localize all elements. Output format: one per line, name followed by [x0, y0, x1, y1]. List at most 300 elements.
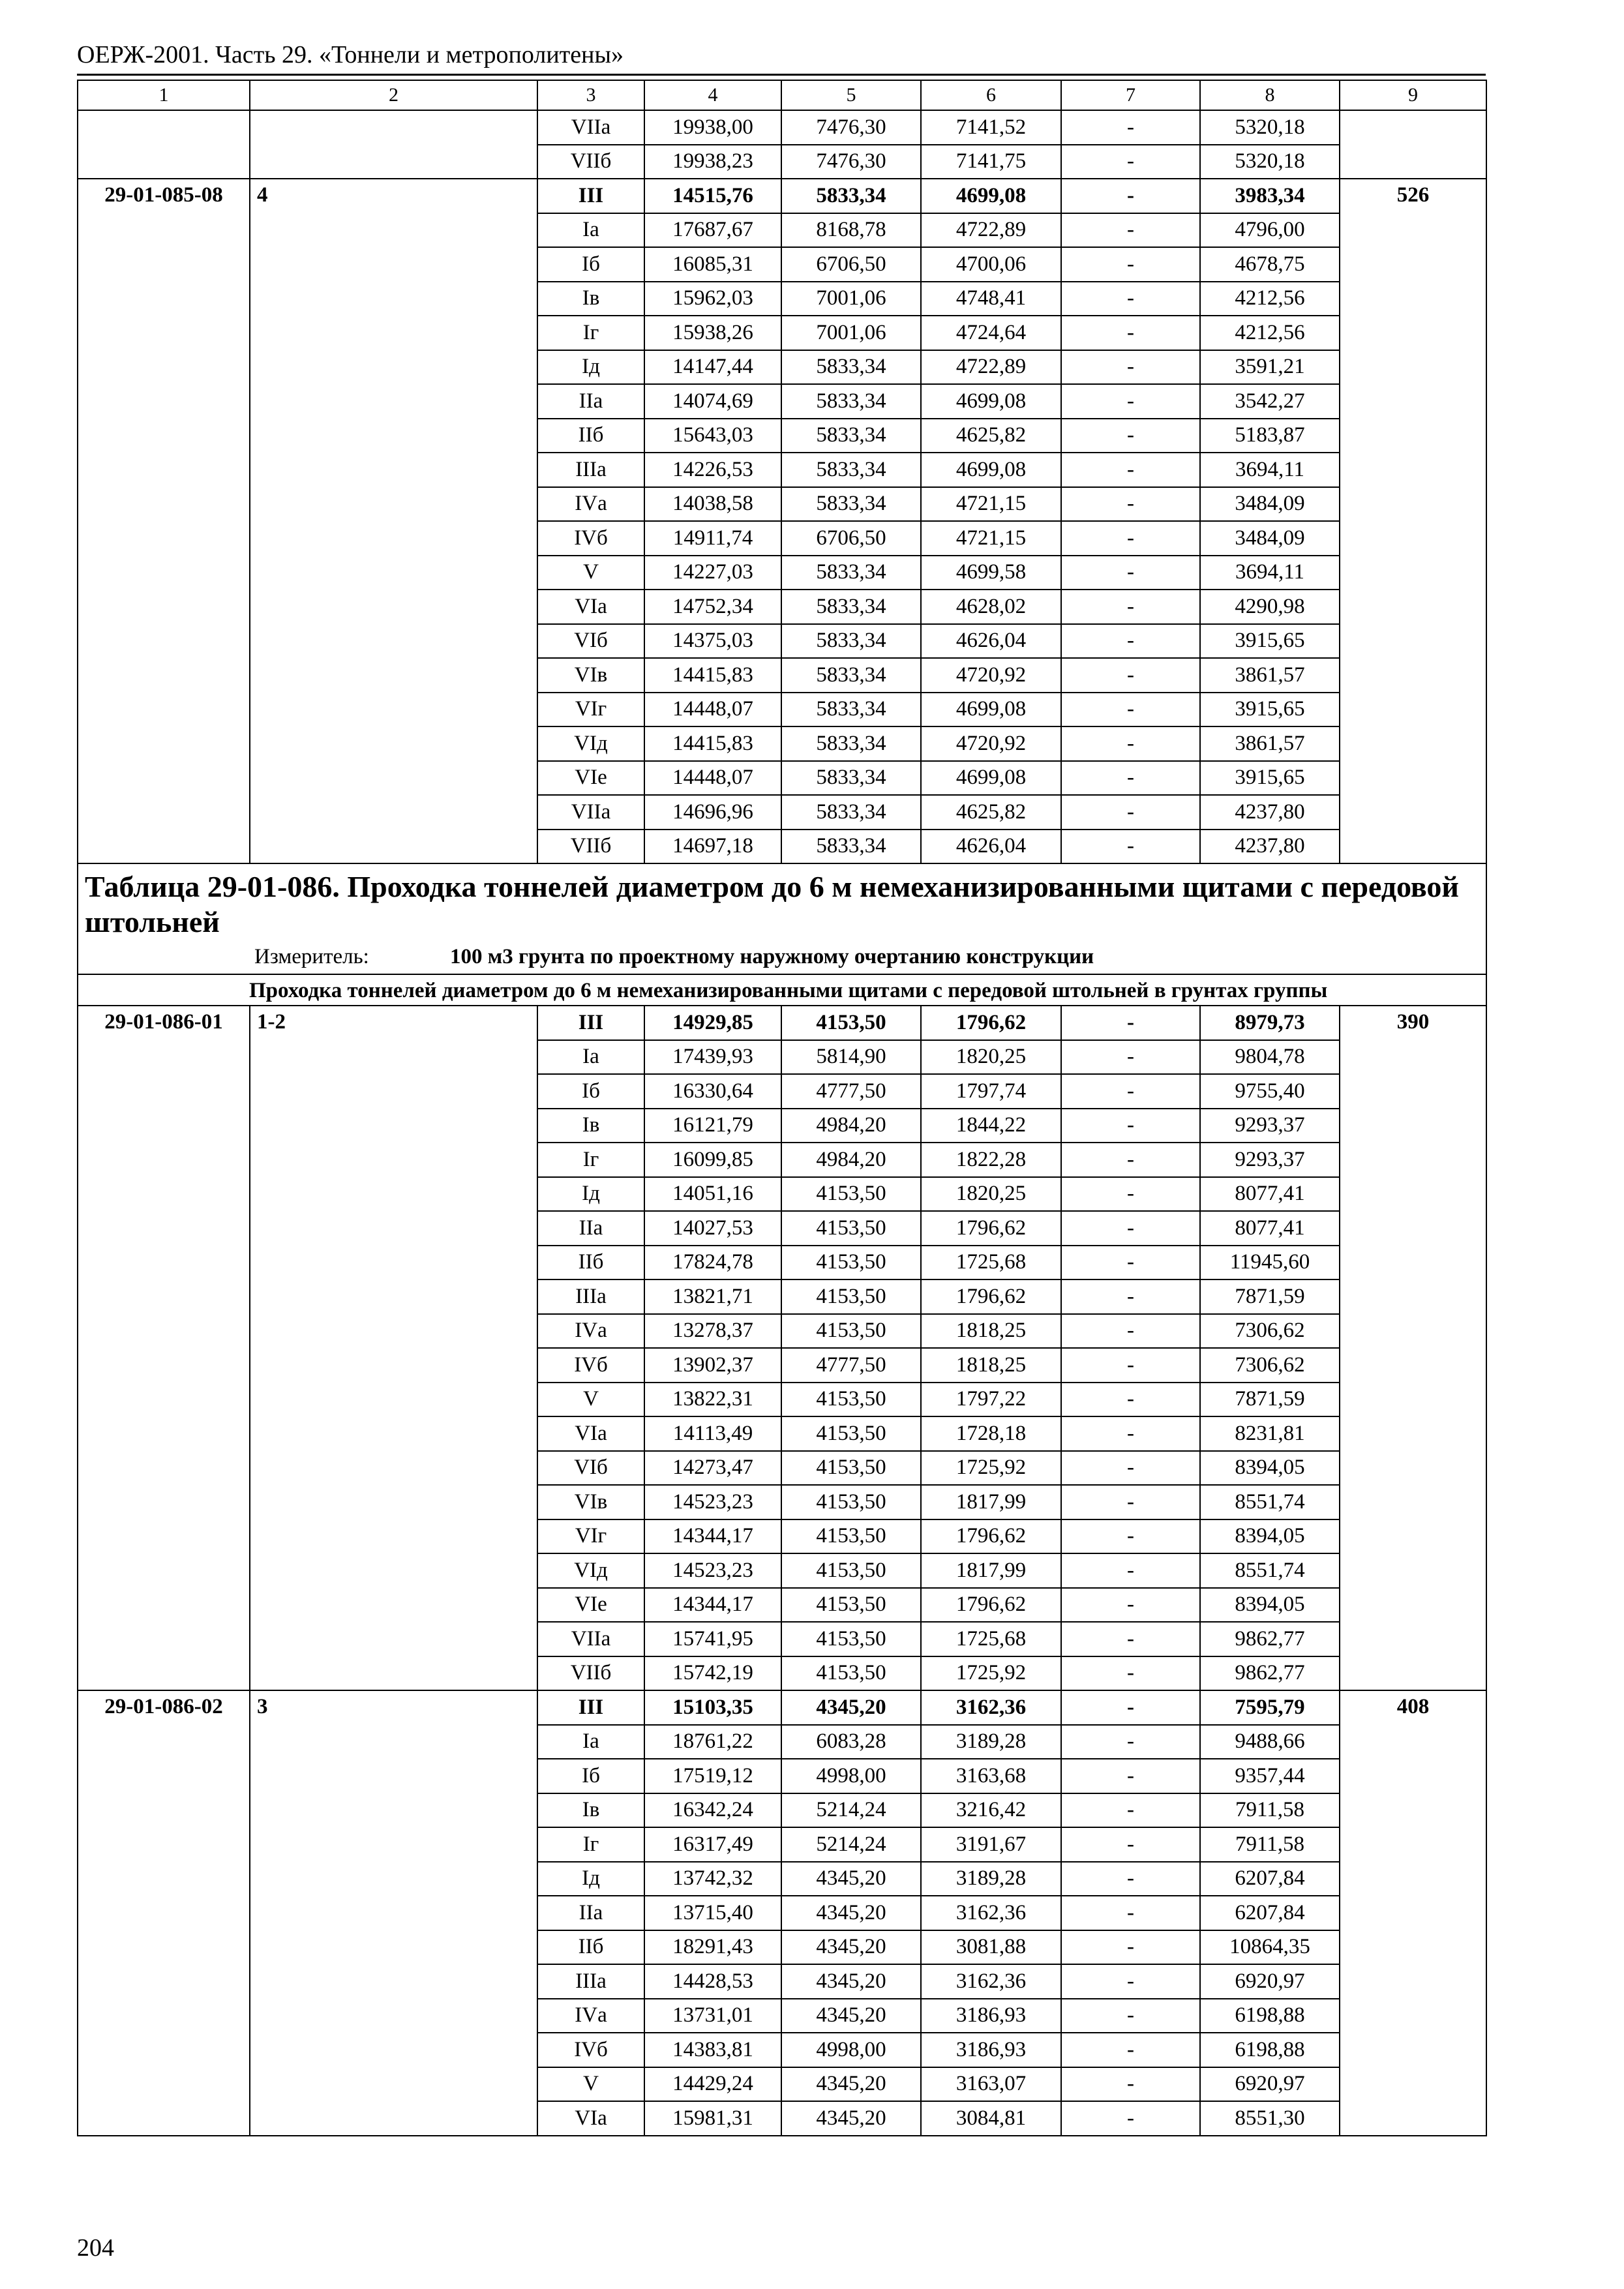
- table-row: [78, 1690, 1486, 1725]
- measure-unit-label: Измеритель:: [254, 945, 369, 968]
- zone-cell: IVб: [537, 2033, 644, 2067]
- value-cell: 4796,00: [1200, 213, 1340, 248]
- value-cell: 7306,62: [1200, 1348, 1340, 1383]
- value-cell: 16121,79: [644, 1109, 781, 1143]
- value-cell: 3591,21: [1200, 350, 1340, 385]
- rate-code: 29-01-086-01: [78, 1006, 250, 1690]
- zone-cell: III: [537, 179, 644, 213]
- value-cell: -: [1061, 1074, 1200, 1109]
- value-cell: 15742,19: [644, 1656, 781, 1691]
- zone-cell: IIа: [537, 384, 644, 419]
- value-cell: 7476,30: [781, 145, 921, 179]
- value-cell: 4153,50: [781, 1314, 921, 1349]
- value-cell: 1796,62: [921, 1006, 1061, 1040]
- column-number: 3: [537, 80, 644, 110]
- value-cell: 7911,58: [1200, 1793, 1340, 1828]
- value-cell: 4153,50: [781, 1656, 921, 1691]
- section-header: [78, 863, 1486, 974]
- value-cell: 4153,50: [781, 1246, 921, 1280]
- value-cell: 4345,20: [781, 1896, 921, 1930]
- value-cell: 15741,95: [644, 1622, 781, 1656]
- value-cell: 7306,62: [1200, 1314, 1340, 1349]
- value-cell: 3694,11: [1200, 556, 1340, 590]
- column-number-row: [78, 80, 1486, 110]
- zone-cell: IIб: [537, 419, 644, 453]
- value-cell: 9755,40: [1200, 1074, 1340, 1109]
- value-cell: -: [1061, 110, 1200, 145]
- value-cell: 7001,06: [781, 316, 921, 350]
- value-cell: 3162,36: [921, 1896, 1061, 1930]
- page-number: 204: [77, 2234, 114, 2262]
- value-cell: 6920,97: [1200, 1964, 1340, 1999]
- workers-cell: 390: [1340, 1006, 1486, 1690]
- value-cell: 4212,56: [1200, 316, 1340, 350]
- zone-cell: VIд: [537, 1553, 644, 1588]
- value-cell: 5833,34: [781, 350, 921, 385]
- value-cell: -: [1061, 2101, 1200, 2136]
- zone-cell: VIIб: [537, 1656, 644, 1691]
- value-cell: 13822,31: [644, 1383, 781, 1417]
- value-cell: 13821,71: [644, 1279, 781, 1314]
- value-cell: 7871,59: [1200, 1383, 1340, 1417]
- value-cell: 19938,00: [644, 110, 781, 145]
- value-cell: 4237,80: [1200, 795, 1340, 830]
- value-cell: 5833,34: [781, 795, 921, 830]
- zone-cell: Iв: [537, 1793, 644, 1828]
- value-cell: 4626,04: [921, 830, 1061, 864]
- zone-cell: Iд: [537, 1177, 644, 1212]
- value-cell: 4777,50: [781, 1074, 921, 1109]
- value-cell: 14697,18: [644, 830, 781, 864]
- description-row: [78, 974, 1486, 1006]
- value-cell: 5833,34: [781, 487, 921, 522]
- value-cell: -: [1061, 1279, 1200, 1314]
- header-rule: [77, 74, 1486, 76]
- value-cell: 17687,67: [644, 213, 781, 248]
- value-cell: 5833,34: [781, 556, 921, 590]
- value-cell: -: [1061, 1177, 1200, 1212]
- value-cell: 15938,26: [644, 316, 781, 350]
- zone-cell: Iд: [537, 1862, 644, 1896]
- value-cell: 14375,03: [644, 624, 781, 659]
- value-cell: 5833,34: [781, 693, 921, 727]
- value-cell: 5814,90: [781, 1040, 921, 1075]
- zone-cell: VIе: [537, 1588, 644, 1623]
- zone-cell: VIб: [537, 624, 644, 659]
- value-cell: 10864,35: [1200, 1930, 1340, 1965]
- zone-cell: IVб: [537, 521, 644, 556]
- value-cell: 5183,87: [1200, 419, 1340, 453]
- value-cell: -: [1061, 1348, 1200, 1383]
- value-cell: -: [1061, 384, 1200, 419]
- zone-cell: VIIа: [537, 1622, 644, 1656]
- value-cell: -: [1061, 350, 1200, 385]
- value-cell: 14226,53: [644, 453, 781, 487]
- value-cell: 3484,09: [1200, 521, 1340, 556]
- value-cell: 6706,50: [781, 247, 921, 282]
- measure-unit: [85, 942, 1479, 971]
- value-cell: -: [1061, 1999, 1200, 2033]
- value-cell: 14273,47: [644, 1451, 781, 1486]
- zone-cell: Iд: [537, 350, 644, 385]
- zone-cell: VIа: [537, 2101, 644, 2136]
- value-cell: 4237,80: [1200, 830, 1340, 864]
- value-cell: -: [1061, 1006, 1200, 1040]
- value-cell: 1817,99: [921, 1485, 1061, 1519]
- soil-group: [250, 110, 537, 179]
- value-cell: 3542,27: [1200, 384, 1340, 419]
- value-cell: 13742,32: [644, 1862, 781, 1896]
- value-cell: 4153,50: [781, 1588, 921, 1623]
- value-cell: 8231,81: [1200, 1416, 1340, 1451]
- zone-cell: IIб: [537, 1246, 644, 1280]
- value-cell: 13278,37: [644, 1314, 781, 1349]
- value-cell: 3915,65: [1200, 761, 1340, 796]
- value-cell: 6706,50: [781, 521, 921, 556]
- value-cell: -: [1061, 1314, 1200, 1349]
- value-cell: 4998,00: [781, 2033, 921, 2067]
- value-cell: 1796,62: [921, 1211, 1061, 1246]
- value-cell: 4345,20: [781, 1964, 921, 1999]
- value-cell: 4153,50: [781, 1177, 921, 1212]
- value-cell: 19938,23: [644, 145, 781, 179]
- value-cell: 3983,34: [1200, 179, 1340, 213]
- value-cell: 3915,65: [1200, 624, 1340, 659]
- column-number: 5: [781, 80, 921, 110]
- zone-cell: III: [537, 1690, 644, 1725]
- value-cell: 18761,22: [644, 1725, 781, 1759]
- value-cell: 1818,25: [921, 1348, 1061, 1383]
- value-cell: 4153,50: [781, 1519, 921, 1554]
- value-cell: 4984,20: [781, 1109, 921, 1143]
- value-cell: -: [1061, 1793, 1200, 1828]
- value-cell: 9862,77: [1200, 1622, 1340, 1656]
- value-cell: 4724,64: [921, 316, 1061, 350]
- zone-cell: VIIб: [537, 145, 644, 179]
- value-cell: -: [1061, 282, 1200, 316]
- value-cell: 6198,88: [1200, 2033, 1340, 2067]
- value-cell: 4699,08: [921, 179, 1061, 213]
- value-cell: 3191,67: [921, 1827, 1061, 1862]
- value-cell: -: [1061, 1896, 1200, 1930]
- value-cell: -: [1061, 2033, 1200, 2067]
- zone-cell: VIв: [537, 658, 644, 693]
- value-cell: 15643,03: [644, 419, 781, 453]
- value-cell: -: [1061, 1588, 1200, 1623]
- value-cell: 1725,92: [921, 1656, 1061, 1691]
- rate-code: 29-01-086-02: [78, 1690, 250, 2136]
- zone-cell: IVб: [537, 1348, 644, 1383]
- value-cell: 4153,50: [781, 1416, 921, 1451]
- value-cell: 1844,22: [921, 1109, 1061, 1143]
- value-cell: 8394,05: [1200, 1588, 1340, 1623]
- value-cell: 4153,50: [781, 1622, 921, 1656]
- zone-cell: IIб: [537, 1930, 644, 1965]
- value-cell: 9293,37: [1200, 1109, 1340, 1143]
- value-cell: -: [1061, 487, 1200, 522]
- value-cell: 5833,34: [781, 761, 921, 796]
- value-cell: 5214,24: [781, 1793, 921, 1828]
- value-cell: -: [1061, 1759, 1200, 1793]
- value-cell: 5320,18: [1200, 145, 1340, 179]
- rate-code: 29-01-085-08: [78, 179, 250, 863]
- value-cell: 4628,02: [921, 590, 1061, 624]
- value-cell: 4153,50: [781, 1006, 921, 1040]
- value-cell: -: [1061, 1656, 1200, 1691]
- zone-cell: VIIб: [537, 830, 644, 864]
- value-cell: 3162,36: [921, 1690, 1061, 1725]
- value-cell: 4721,15: [921, 487, 1061, 522]
- value-cell: 14696,96: [644, 795, 781, 830]
- value-cell: 3189,28: [921, 1725, 1061, 1759]
- value-cell: 14074,69: [644, 384, 781, 419]
- value-cell: 4345,20: [781, 1690, 921, 1725]
- value-cell: 5214,24: [781, 1827, 921, 1862]
- value-cell: -: [1061, 145, 1200, 179]
- value-cell: 4625,82: [921, 795, 1061, 830]
- value-cell: 4720,92: [921, 726, 1061, 761]
- value-cell: -: [1061, 1862, 1200, 1896]
- section-row: [78, 863, 1486, 974]
- table-row: [78, 1006, 1486, 1040]
- zone-cell: IIа: [537, 1211, 644, 1246]
- section-description: Проходка тоннелей диаметром до 6 м немеханизированными щитами с передовой штольней в грунтах группы: [78, 974, 1486, 1006]
- zone-cell: IIIа: [537, 453, 644, 487]
- value-cell: 5833,34: [781, 658, 921, 693]
- value-cell: -: [1061, 419, 1200, 453]
- zone-cell: Iг: [537, 1143, 644, 1177]
- value-cell: -: [1061, 726, 1200, 761]
- workers-cell: [1340, 110, 1486, 179]
- value-cell: 6207,84: [1200, 1896, 1340, 1930]
- value-cell: 13731,01: [644, 1999, 781, 2033]
- value-cell: 1796,62: [921, 1519, 1061, 1554]
- value-cell: -: [1061, 795, 1200, 830]
- value-cell: -: [1061, 1416, 1200, 1451]
- value-cell: 14415,83: [644, 726, 781, 761]
- value-cell: 15962,03: [644, 282, 781, 316]
- zone-cell: V: [537, 1383, 644, 1417]
- zone-cell: Iг: [537, 1827, 644, 1862]
- value-cell: 16330,64: [644, 1074, 781, 1109]
- value-cell: -: [1061, 658, 1200, 693]
- value-cell: 4153,50: [781, 1383, 921, 1417]
- value-cell: 6207,84: [1200, 1862, 1340, 1896]
- value-cell: 4153,50: [781, 1553, 921, 1588]
- zone-cell: Iв: [537, 1109, 644, 1143]
- section-title: Таблица 29-01-086. Проходка тоннелей диаметром до 6 м немеханизированными щитами с передовой штольней: [85, 870, 1459, 938]
- value-cell: 4998,00: [781, 1759, 921, 1793]
- zone-cell: Iг: [537, 316, 644, 350]
- value-cell: 14227,03: [644, 556, 781, 590]
- value-cell: 14911,74: [644, 521, 781, 556]
- value-cell: 4699,08: [921, 693, 1061, 727]
- value-cell: -: [1061, 1553, 1200, 1588]
- value-cell: 1817,99: [921, 1553, 1061, 1588]
- value-cell: 14752,34: [644, 590, 781, 624]
- value-cell: -: [1061, 1211, 1200, 1246]
- value-cell: 8077,41: [1200, 1177, 1340, 1212]
- value-cell: 14515,76: [644, 179, 781, 213]
- value-cell: -: [1061, 693, 1200, 727]
- value-cell: 7141,75: [921, 145, 1061, 179]
- value-cell: 8394,05: [1200, 1451, 1340, 1486]
- value-cell: 3484,09: [1200, 487, 1340, 522]
- value-cell: 1820,25: [921, 1177, 1061, 1212]
- value-cell: 4748,41: [921, 282, 1061, 316]
- zone-cell: VIг: [537, 693, 644, 727]
- value-cell: 15981,31: [644, 2101, 781, 2136]
- value-cell: -: [1061, 1143, 1200, 1177]
- value-cell: 1725,68: [921, 1246, 1061, 1280]
- value-cell: 13715,40: [644, 1896, 781, 1930]
- zone-cell: VIа: [537, 590, 644, 624]
- value-cell: -: [1061, 556, 1200, 590]
- workers-cell: 408: [1340, 1690, 1486, 2136]
- value-cell: 14429,24: [644, 2067, 781, 2102]
- value-cell: 3694,11: [1200, 453, 1340, 487]
- zone-cell: IVа: [537, 487, 644, 522]
- value-cell: -: [1061, 1930, 1200, 1965]
- value-cell: 3861,57: [1200, 658, 1340, 693]
- value-cell: 14027,53: [644, 1211, 781, 1246]
- value-cell: 5320,18: [1200, 110, 1340, 145]
- zone-cell: IIIа: [537, 1964, 644, 1999]
- value-cell: 7871,59: [1200, 1279, 1340, 1314]
- value-cell: 4699,08: [921, 384, 1061, 419]
- value-cell: 14929,85: [644, 1006, 781, 1040]
- value-cell: 4699,08: [921, 453, 1061, 487]
- zone-cell: IVа: [537, 1314, 644, 1349]
- value-cell: -: [1061, 1485, 1200, 1519]
- value-cell: 6920,97: [1200, 2067, 1340, 2102]
- value-cell: 9293,37: [1200, 1143, 1340, 1177]
- value-cell: 3861,57: [1200, 726, 1340, 761]
- value-cell: 4345,20: [781, 1930, 921, 1965]
- value-cell: 4700,06: [921, 247, 1061, 282]
- column-number: 9: [1340, 80, 1486, 110]
- value-cell: 14448,07: [644, 693, 781, 727]
- value-cell: 3163,07: [921, 2067, 1061, 2102]
- value-cell: -: [1061, 590, 1200, 624]
- value-cell: 14344,17: [644, 1588, 781, 1623]
- value-cell: 16317,49: [644, 1827, 781, 1862]
- value-cell: 9804,78: [1200, 1040, 1340, 1075]
- zone-cell: VIа: [537, 1416, 644, 1451]
- value-cell: 4722,89: [921, 213, 1061, 248]
- value-cell: -: [1061, 1690, 1200, 1725]
- value-cell: 4345,20: [781, 1862, 921, 1896]
- value-cell: 14415,83: [644, 658, 781, 693]
- value-cell: 3081,88: [921, 1930, 1061, 1965]
- value-cell: 4721,15: [921, 521, 1061, 556]
- column-number: 2: [250, 80, 537, 110]
- table-row: [78, 110, 1486, 145]
- value-cell: 7595,79: [1200, 1690, 1340, 1725]
- zone-cell: IIIа: [537, 1279, 644, 1314]
- value-cell: 3084,81: [921, 2101, 1061, 2136]
- value-cell: 6083,28: [781, 1725, 921, 1759]
- value-cell: 4625,82: [921, 419, 1061, 453]
- value-cell: 5833,34: [781, 624, 921, 659]
- rate-code: [78, 110, 250, 179]
- value-cell: 7141,52: [921, 110, 1061, 145]
- value-cell: 8551,74: [1200, 1553, 1340, 1588]
- soil-group: 4: [250, 179, 537, 863]
- zone-cell: VIд: [537, 726, 644, 761]
- zone-cell: Iа: [537, 1040, 644, 1075]
- value-cell: -: [1061, 316, 1200, 350]
- zone-cell: III: [537, 1006, 644, 1040]
- value-cell: 1797,22: [921, 1383, 1061, 1417]
- value-cell: 5833,34: [781, 830, 921, 864]
- value-cell: 4212,56: [1200, 282, 1340, 316]
- zone-cell: VIе: [537, 761, 644, 796]
- value-cell: 1725,92: [921, 1451, 1061, 1486]
- value-cell: 7476,30: [781, 110, 921, 145]
- value-cell: 5833,34: [781, 726, 921, 761]
- value-cell: 1818,25: [921, 1314, 1061, 1349]
- value-cell: -: [1061, 179, 1200, 213]
- value-cell: -: [1061, 1827, 1200, 1862]
- value-cell: -: [1061, 1964, 1200, 1999]
- value-cell: -: [1061, 1622, 1200, 1656]
- value-cell: 17439,93: [644, 1040, 781, 1075]
- value-cell: 4345,20: [781, 1999, 921, 2033]
- value-cell: 4345,20: [781, 2101, 921, 2136]
- value-cell: 9862,77: [1200, 1656, 1340, 1691]
- table-body: [78, 80, 1486, 2136]
- value-cell: 14523,23: [644, 1485, 781, 1519]
- value-cell: 14448,07: [644, 761, 781, 796]
- value-cell: 1822,28: [921, 1143, 1061, 1177]
- value-cell: -: [1061, 1246, 1200, 1280]
- value-cell: 17824,78: [644, 1246, 781, 1280]
- value-cell: 3186,93: [921, 1999, 1061, 2033]
- value-cell: 8551,74: [1200, 1485, 1340, 1519]
- value-cell: 14344,17: [644, 1519, 781, 1554]
- zone-cell: Iб: [537, 247, 644, 282]
- value-cell: 1728,18: [921, 1416, 1061, 1451]
- zone-cell: VIIа: [537, 110, 644, 145]
- value-cell: -: [1061, 624, 1200, 659]
- zone-cell: Iа: [537, 213, 644, 248]
- value-cell: 16099,85: [644, 1143, 781, 1177]
- value-cell: 5833,34: [781, 384, 921, 419]
- page-header: ОЕРЖ-2001. Часть 29. «Тоннели и метрополитены»: [77, 41, 624, 68]
- value-cell: 14038,58: [644, 487, 781, 522]
- value-cell: 8394,05: [1200, 1519, 1340, 1554]
- value-cell: 14051,16: [644, 1177, 781, 1212]
- value-cell: 3915,65: [1200, 693, 1340, 727]
- zone-cell: VIг: [537, 1519, 644, 1554]
- value-cell: 9488,66: [1200, 1725, 1340, 1759]
- zone-cell: Iа: [537, 1725, 644, 1759]
- column-number: 7: [1061, 80, 1200, 110]
- value-cell: 4720,92: [921, 658, 1061, 693]
- zone-cell: VIв: [537, 1485, 644, 1519]
- value-cell: -: [1061, 1725, 1200, 1759]
- value-cell: -: [1061, 830, 1200, 864]
- value-cell: -: [1061, 1451, 1200, 1486]
- value-cell: 8168,78: [781, 213, 921, 248]
- rates-table: [77, 80, 1487, 2136]
- value-cell: 16085,31: [644, 247, 781, 282]
- zone-cell: V: [537, 2067, 644, 2102]
- value-cell: -: [1061, 1383, 1200, 1417]
- value-cell: 4345,20: [781, 2067, 921, 2102]
- value-cell: -: [1061, 1040, 1200, 1075]
